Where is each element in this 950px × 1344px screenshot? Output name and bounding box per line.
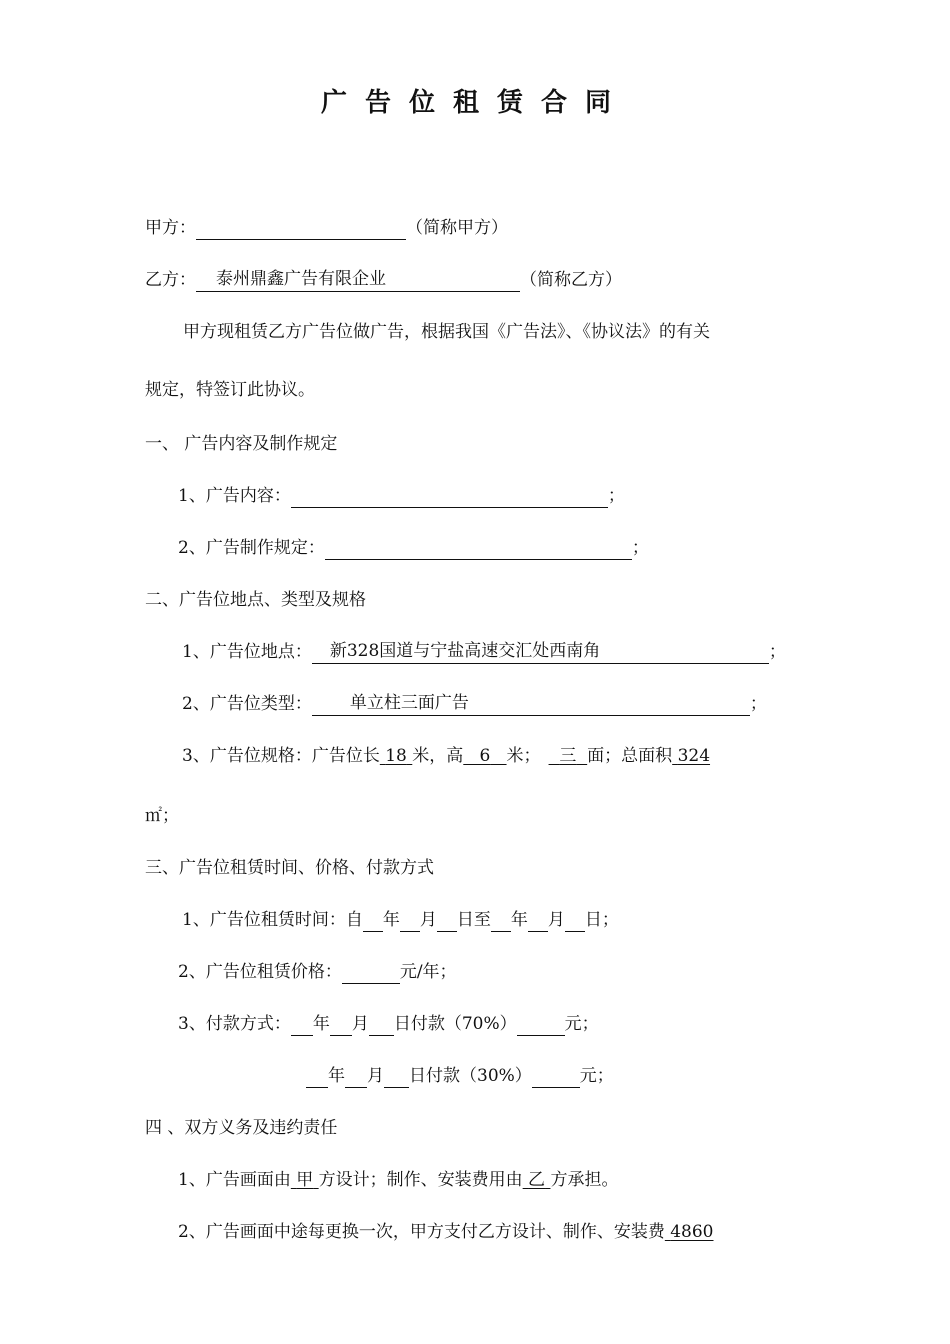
payment-line-2 [306, 1064, 614, 1088]
intro-line-1: 甲方现租赁乙方广告位做广告，根据我国《广告法》、《协议法》的有关 [183, 322, 710, 342]
pay1-month-blank[interactable] [330, 1013, 352, 1036]
spec-line [182, 744, 710, 768]
party-a-line [145, 216, 508, 240]
location-label: 1、广告位地点： [182, 642, 312, 662]
type-end: ； [749, 694, 767, 714]
production-rules-label: 2、广告制作规定： [178, 538, 325, 558]
location-end: ； [768, 642, 786, 662]
year-text: 年 [510, 910, 528, 930]
intro-line-2: 规定，特签订此协议。 [145, 380, 315, 400]
party-a-suffix: （简称甲方） [406, 218, 508, 238]
month-text: 月 [351, 1014, 369, 1034]
section-4-heading: 四 、双方义务及违约责任 [145, 1118, 338, 1138]
pay2-month-blank[interactable] [345, 1065, 367, 1088]
pay2-year-blank[interactable] [306, 1065, 328, 1088]
spec-m2: 米； [506, 746, 541, 766]
obligation-1-c: 方承担。 [550, 1170, 619, 1190]
obligation-1-line [178, 1168, 618, 1192]
payment-line-1 [178, 1012, 599, 1036]
price-label: 2、广告位租赁价格： [178, 962, 342, 982]
start-year-blank[interactable] [363, 909, 383, 932]
document-title: 广告位租赁合同 [320, 88, 629, 118]
ad-content-end: ； [607, 486, 625, 506]
party-a-blank[interactable] [196, 217, 406, 240]
ad-content-blank[interactable] [291, 485, 608, 508]
month-text: 月 [547, 910, 565, 930]
location-line [182, 640, 786, 664]
type-label: 2、广告位类型： [182, 694, 312, 714]
payment-label: 3、付款方式： [178, 1014, 291, 1034]
price-blank[interactable] [342, 961, 400, 984]
obligation-1-a: 1、广告画面由 [178, 1170, 291, 1190]
day-text: 日 [584, 910, 602, 930]
area-value[interactable]: 324 [677, 746, 711, 766]
section-2-heading: 二、广告位地点、类型及规格 [145, 590, 366, 610]
end-month-blank[interactable] [528, 909, 548, 932]
obligation-2-text: 2、广告画面中途每更换一次，甲方支付乙方设计、制作、安装费 [178, 1222, 665, 1242]
month-text: 月 [419, 910, 437, 930]
price-line [178, 960, 457, 984]
pay1-day-blank[interactable] [369, 1013, 394, 1036]
pay1-end: 元； [564, 1014, 599, 1034]
pay2-text: 日付款（30%） [409, 1066, 532, 1086]
year-text: 年 [312, 1014, 330, 1034]
section-1-heading: 一、 广告内容及制作规定 [145, 434, 338, 454]
start-day-blank[interactable] [437, 909, 457, 932]
end-year-blank[interactable] [491, 909, 511, 932]
to-text: 日至 [456, 910, 491, 930]
party-b-label: 乙方： [145, 270, 196, 290]
price-unit: 元/年； [399, 962, 457, 982]
spec-face: 面；总面积 [587, 746, 673, 766]
location-value: 新328国道与宁盐高速交汇处西南角 [329, 641, 601, 661]
faces-value[interactable]: 三 [559, 746, 577, 766]
start-month-blank[interactable] [400, 909, 420, 932]
party-b-suffix: （简称乙方） [520, 270, 622, 290]
type-value: 单立柱三面广告 [349, 693, 469, 713]
pay1-amount-blank[interactable] [517, 1013, 565, 1036]
production-rules-blank[interactable] [325, 537, 632, 560]
pay2-day-blank[interactable] [384, 1065, 409, 1088]
party-b-value: 泰州鼎鑫广告有限企业 [216, 269, 386, 289]
end-day-blank[interactable] [565, 909, 585, 932]
height-value[interactable]: 6 [479, 746, 491, 766]
ad-content-label: 1、广告内容： [178, 486, 291, 506]
section-3-heading: 三、广告位租赁时间、价格、付款方式 [145, 858, 434, 878]
payer-party[interactable]: 乙 [528, 1170, 546, 1190]
ad-content-line [178, 484, 625, 508]
lease-time-end: ； [601, 910, 619, 930]
month-text: 月 [367, 1066, 384, 1086]
pay2-amount-blank[interactable] [532, 1065, 580, 1088]
lease-time-line [182, 908, 619, 932]
replacement-fee[interactable]: 4860 [670, 1222, 714, 1242]
designer-party[interactable]: 甲 [296, 1170, 314, 1190]
type-line [182, 692, 767, 716]
spec-m1: 米，高 [412, 746, 464, 766]
obligation-2-line [178, 1220, 714, 1244]
obligation-1-b: 方设计；制作、安装费用由 [318, 1170, 523, 1190]
area-unit: ㎡； [145, 806, 179, 826]
pay1-text: 日付款（70%） [393, 1014, 517, 1034]
spec-label: 3、广告位规格：广告位长 [182, 746, 380, 766]
pay2-end: 元； [579, 1066, 614, 1086]
party-b-line [145, 268, 622, 292]
party-b-field[interactable] [196, 269, 520, 292]
pay1-year-blank[interactable] [291, 1013, 313, 1036]
production-rules-line [178, 536, 649, 560]
production-rules-end: ； [631, 538, 649, 558]
year-text: 年 [328, 1066, 345, 1086]
party-a-label: 甲方： [145, 218, 196, 238]
lease-time-label: 1、广告位租赁时间：自 [182, 910, 363, 930]
type-field[interactable] [312, 693, 750, 716]
year-text: 年 [382, 910, 400, 930]
length-value[interactable]: 18 [385, 746, 407, 766]
location-field[interactable] [312, 641, 769, 664]
